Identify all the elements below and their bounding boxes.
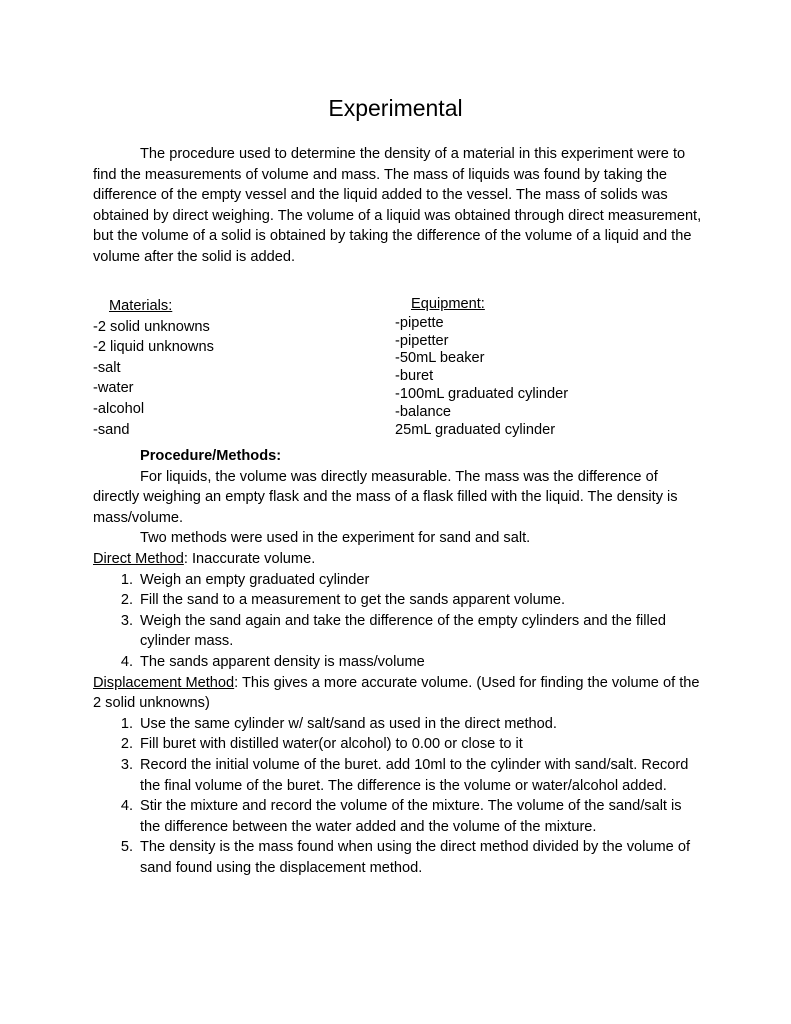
equipment-item: -50mL beaker [395, 350, 485, 367]
direct-method-intro [93, 549, 705, 570]
direct-method-desc: : Inaccurate volume. [183, 550, 316, 567]
step-number: 2. [120, 736, 133, 753]
materials-item: -2 liquid unknowns [93, 339, 214, 356]
list-item [93, 796, 705, 837]
step-text: Fill buret with distilled water(or alcohol) to 0.00 or close to it [140, 736, 523, 753]
displacement-method-steps [93, 714, 705, 879]
list-item [93, 570, 705, 591]
equipment-item: 25mL graduated cylinder [395, 421, 556, 438]
step-number: 3. [120, 612, 133, 629]
list-item [93, 590, 705, 611]
equipment-item: -100mL graduated cylinder [395, 385, 569, 402]
list-item [93, 611, 705, 652]
step-text: Weigh an empty graduated cylinder [140, 571, 370, 588]
equipment-heading: Equipment: [411, 296, 485, 312]
procedure-heading: Procedure/Methods: [140, 448, 282, 464]
step-text: Stir the mixture and record the volume of the mixture. The volume of the sand/salt is the difference between the water added and the volume of the mixture. [140, 798, 682, 835]
list-item [93, 837, 705, 878]
step-number: 4. [120, 798, 133, 815]
step-number: 3. [120, 756, 133, 773]
list-item [93, 755, 705, 796]
displacement-method-desc: : This gives a more accurate volume. (Used for finding the volume of the 2 solid unknowns) [93, 674, 700, 712]
materials-item: -2 solid unknowns [93, 318, 210, 335]
equipment-item: -pipetter [395, 332, 449, 349]
step-number: 1. [120, 571, 133, 588]
step-text: The density is the mass found when using the direct method divided by the volume of sand found using the displacement method. [140, 839, 691, 876]
step-number: 1. [120, 715, 133, 732]
materials-item: -salt [93, 359, 121, 376]
direct-method-steps [93, 570, 705, 673]
direct-method-label: Direct Method [93, 550, 184, 567]
list-item [93, 714, 705, 735]
equipment-item: -pipette [395, 314, 444, 331]
list-item [93, 734, 705, 755]
step-text: Record the initial volume of the buret. add 10ml to the cylinder with sand/salt. Record the final volume of the buret. The difference is the volume or water/alcohol added. [140, 756, 689, 794]
step-text: Weigh the sand again and take the difference of the empty cylinders and the filled cylinder mass. [140, 612, 666, 650]
materials-item: -water [93, 380, 134, 397]
materials-heading: Materials: [109, 298, 173, 314]
intro-paragraph: The procedure used to determine the density of a material in this experiment were to find the measurements of volume and mass. The mass of liquids was found by taking the difference of the empty vessel and the liquid added to the vessel. The mass of solids was obtained by direct weighing. The volume of a liquid was obtained through direct measurement, but the volume of a solid is obtained by taking the difference of the volume of a liquid and the volume after the solid is added. [93, 146, 702, 265]
displacement-method-intro [93, 673, 705, 714]
list-item [93, 652, 705, 673]
step-text: Fill the sand to a measurement to get the sands apparent volume. [140, 592, 566, 609]
step-number: 2. [120, 592, 133, 609]
step-text: Use the same cylinder w/ salt/sand as used in the direct method. [140, 715, 557, 732]
step-number: 5. [120, 839, 133, 856]
materials-item: -sand [93, 421, 130, 438]
materials-list [93, 296, 214, 440]
procedure-section [93, 446, 705, 878]
page-title: Experimental [328, 95, 463, 121]
displacement-method-label: Displacement Method [93, 674, 235, 691]
two-methods-paragraph: Two methods were used in the experiment for sand and salt. [140, 530, 531, 547]
equipment-list [395, 296, 568, 439]
liquids-paragraph: For liquids, the volume was directly measurable. The mass was the difference of directly weighing an empty flask and the mass of a flask filled with the liquid. The density is mass/volume. [93, 468, 678, 526]
equipment-item: -buret [395, 368, 434, 385]
materials-item: -alcohol [93, 400, 145, 417]
equipment-item: -balance [395, 403, 451, 420]
step-text: The sands apparent density is mass/volume [140, 653, 425, 670]
step-number: 4. [120, 653, 133, 670]
